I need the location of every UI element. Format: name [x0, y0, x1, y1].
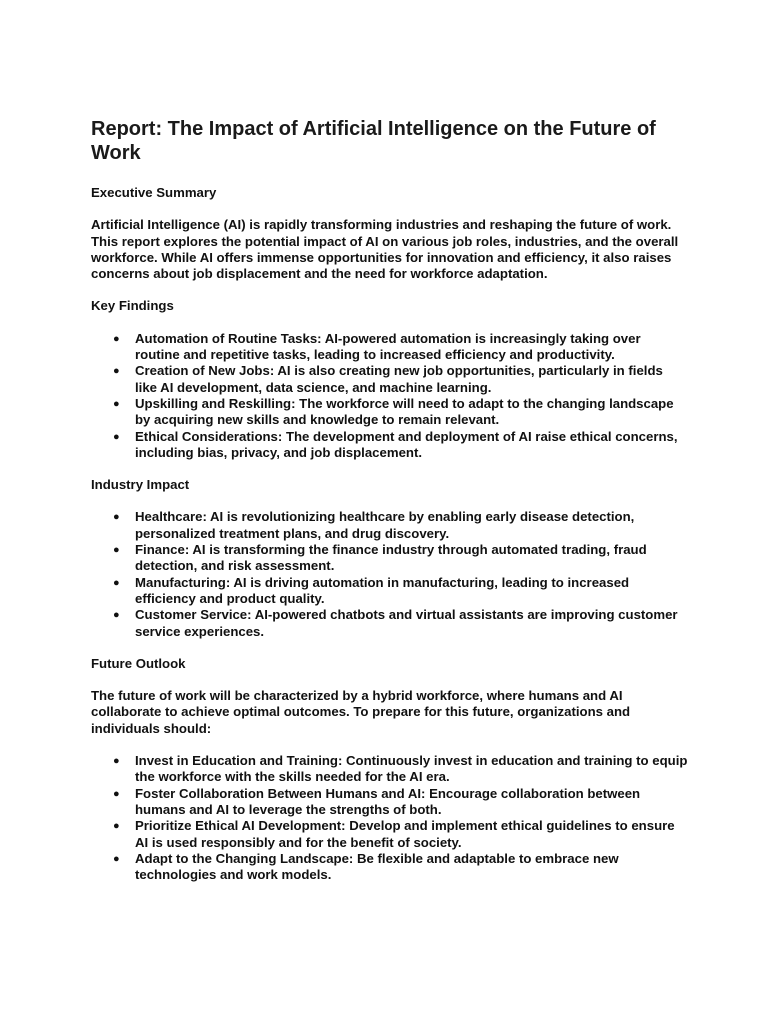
list-item-text: Finance: AI is transforming the finance industry through automated trading, fraud detection, and risk assessment.	[135, 542, 647, 574]
list-item	[91, 363, 688, 396]
bullet-icon: ●	[113, 755, 120, 768]
list-item	[91, 542, 688, 575]
list-item	[91, 851, 688, 884]
list-item	[91, 753, 688, 786]
list-item	[91, 509, 688, 542]
industry-impact-list	[91, 509, 688, 639]
bullet-icon: ●	[113, 397, 120, 410]
bullet-icon: ●	[113, 511, 120, 524]
future-outlook-heading: Future Outlook	[91, 655, 186, 671]
report-title: Report: The Impact of Artificial Intelligence on the Future of Work	[91, 118, 656, 164]
executive-summary-heading: Executive Summary	[91, 185, 217, 200]
bullet-icon: ●	[113, 332, 120, 345]
bullet-icon: ●	[113, 576, 120, 589]
list-item-text: Customer Service: AI-powered chatbots and virtual assistants are improving customer service experiences.	[135, 607, 678, 639]
list-item-text: Adapt to the Changing Landscape: Be flexible and adaptable to embrace new technologies and work models.	[135, 850, 619, 883]
list-item	[91, 818, 688, 851]
bullet-icon: ●	[113, 430, 120, 443]
future-outlook-paragraph: The future of work will be characterized by a hybrid workforce, where humans and AI collaborate to achieve optimal outcomes. To prepare for this future, organizations and individuals should:	[91, 688, 631, 736]
list-item	[91, 575, 688, 608]
list-item-text: Healthcare: AI is revolutionizing healthcare by enabling early disease detection, personalized treatment plans, and drug discovery.	[135, 509, 635, 541]
list-item	[91, 429, 688, 462]
list-item-text: Ethical Considerations: The development and deployment of AI raise ethical concerns, including bias, privacy, and job displacement.	[135, 428, 678, 460]
list-item-text: Prioritize Ethical AI Development: Develop and implement ethical guidelines to ensure AI is used responsibly and for the benefit of society.	[135, 818, 675, 850]
list-item	[91, 786, 688, 819]
future-outlook-list	[91, 753, 688, 883]
list-item	[91, 331, 688, 364]
list-item-text: Foster Collaboration Between Humans and AI: Encourage collaboration between humans and AI to leverage the strengths of both.	[135, 785, 641, 817]
bullet-icon: ●	[113, 365, 120, 378]
list-item-text: Invest in Education and Training: Continuously invest in education and training to equip the workforce with the skills needed for the AI era.	[135, 753, 688, 785]
list-item	[91, 607, 688, 640]
bullet-icon: ●	[113, 544, 120, 557]
list-item	[91, 396, 688, 429]
list-item-text: Automation of Routine Tasks: AI-powered automation is increasingly taking over routine and repetitive tasks, leading to increased efficiency and productivity.	[135, 330, 641, 363]
list-item-text: Creation of New Jobs: AI is also creating new job opportunities, particularly in fields like AI development, data science, and machine learning.	[135, 363, 663, 395]
industry-impact-heading: Industry Impact	[91, 477, 190, 493]
bullet-icon: ●	[113, 609, 120, 622]
bullet-icon: ●	[113, 820, 120, 833]
executive-summary-paragraph: Artificial Intelligence (AI) is rapidly transforming industries and reshaping the future of work. This report explores the potential impact of AI on various job roles, industries, and the overall workforce. While AI offers immense opportunities for innovation and efficiency, it also raises concerns about job displacement and the need for workforce adaptation.	[91, 217, 679, 282]
key-findings-heading: Key Findings	[91, 298, 174, 314]
list-item-text: Manufacturing: AI is driving automation in manufacturing, leading to increased efficiency and product quality.	[135, 574, 630, 606]
key-findings-list	[91, 331, 688, 461]
list-item-text: Upskilling and Reskilling: The workforce will need to adapt to the changing landscape by acquiring new skills and knowledge to remain relevant.	[135, 395, 674, 428]
bullet-icon: ●	[113, 852, 120, 865]
bullet-icon: ●	[113, 787, 120, 800]
